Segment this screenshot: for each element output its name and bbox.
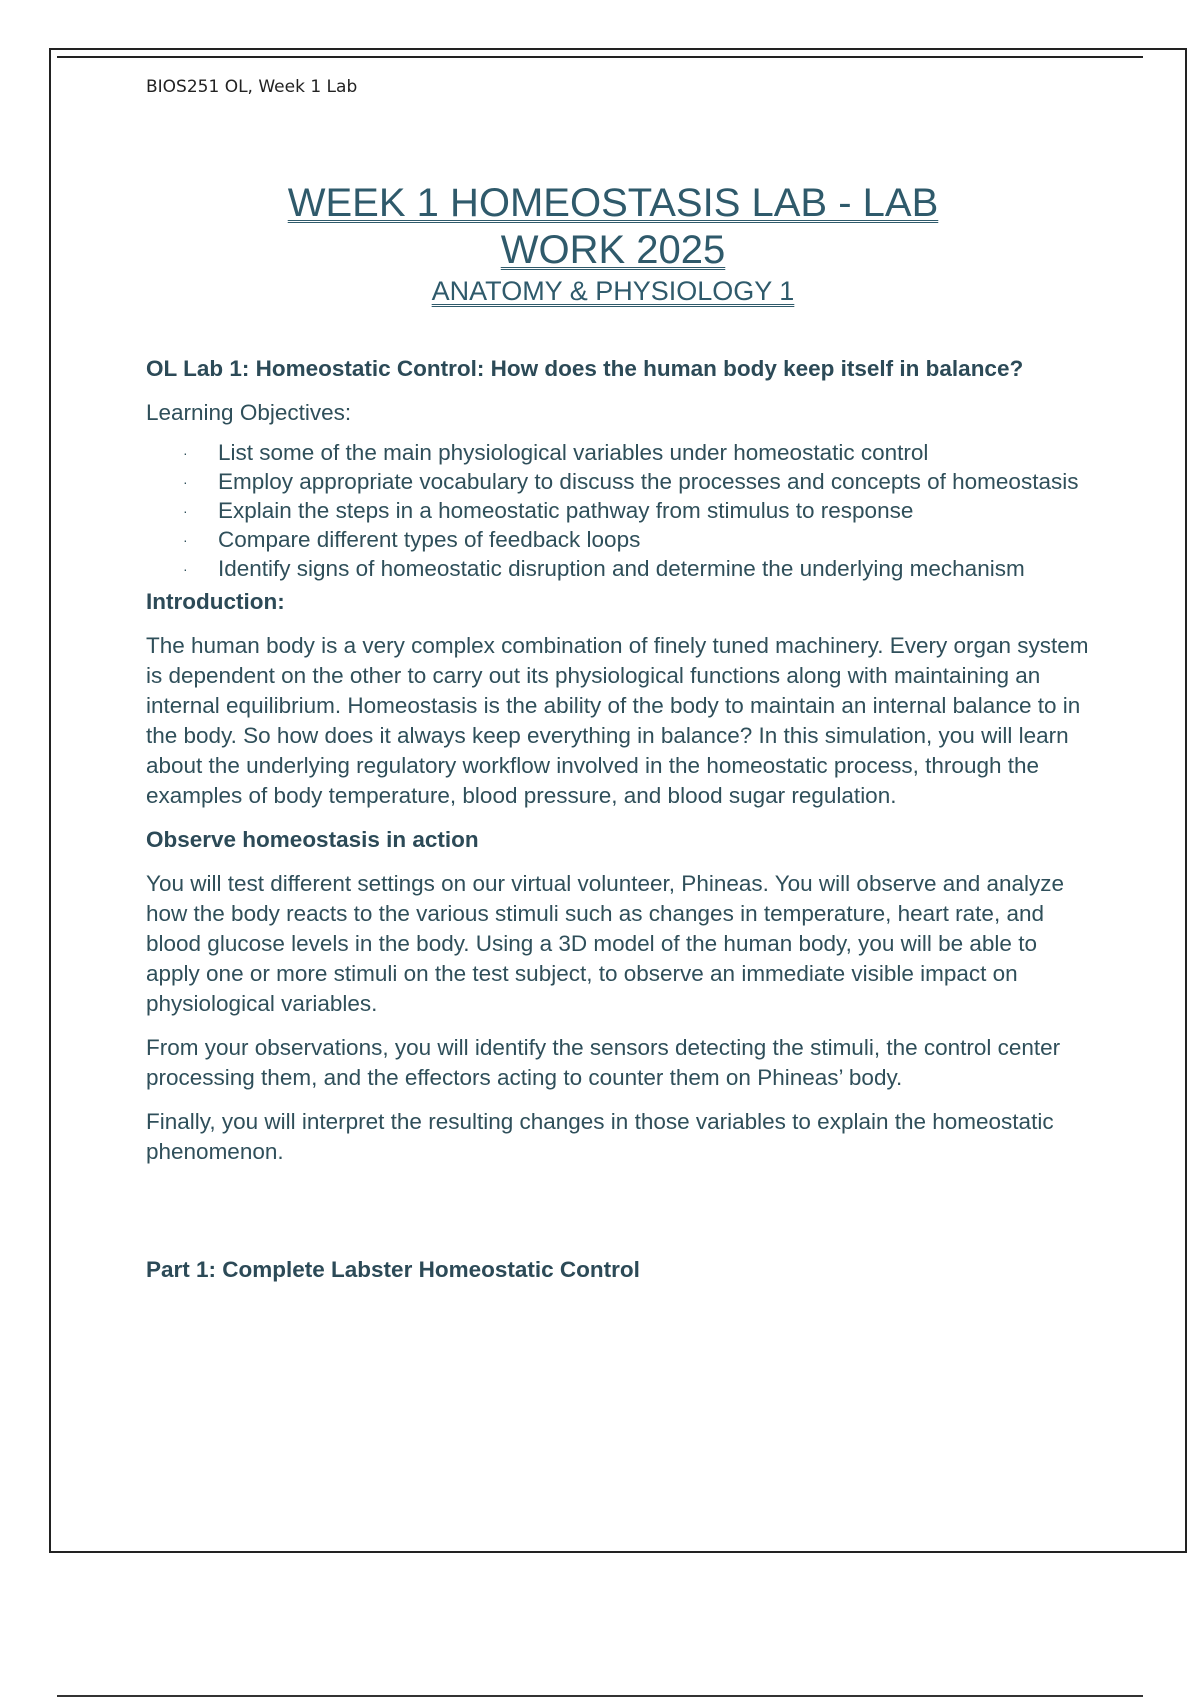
introduction-paragraph: The human body is a very complex combination of finely tuned machinery. Every organ system is dependent on the other to carry out its physiological functions along with maintaining an internal equilibrium. Homeostasis is the ability of the body to maintain an internal balance to in the body. So how does it always keep everything in balance? In this simulation, you will learn about the underlying regulatory workflow involved in the homeostatic process, through the examples of body temperature, blood pressure, and blood sugar regulation. xyxy=(146,633,1089,808)
objective-item: · Explain the steps in a homeostatic pathway from stimulus to response xyxy=(183,498,914,523)
objectives-label: Learning Objectives: xyxy=(146,400,352,425)
bullet-icon: · xyxy=(183,532,188,548)
course-header: BIOS251 OL, Week 1 Lab xyxy=(146,77,358,97)
top-rule xyxy=(57,56,1143,58)
objective-item: · Compare different types of feedback loops xyxy=(183,527,641,552)
title-block xyxy=(146,180,1080,308)
bullet-icon: · xyxy=(183,503,188,519)
objective-item: · Identify signs of homeostatic disruption and determine the underlying mechanism xyxy=(183,556,1025,581)
observe-heading: Observe homeostasis in action xyxy=(146,827,479,852)
title-line-2: WORK 2025 xyxy=(500,228,726,272)
bottom-rule xyxy=(57,1695,1143,1697)
objective-item: · Employ appropriate vocabulary to discuss the processes and concepts of homeostasis xyxy=(183,469,1079,494)
observe-paragraph-1: You will test different settings on our virtual volunteer, Phineas. You will observe and analyze how the body reacts to the various stimuli such as changes in temperature, heart rate, and blood glucose levels in the body. Using a 3D model of the human body, you will be able to apply one or more stimuli on the test subject, to observe an immediate visible impact on physiological variables. xyxy=(146,871,1065,1016)
observe-paragraph-2: From your observations, you will identify the sensors detecting the stimuli, the control center processing them, and the effectors acting to counter them on Phineas’ body. xyxy=(146,1035,1061,1090)
document-body xyxy=(146,354,1096,1285)
bullet-icon: · xyxy=(183,445,188,461)
objective-item: · List some of the main physiological variables under homeostatic control xyxy=(183,440,929,465)
title-line-1: WEEK 1 HOMEOSTASIS LAB - LAB xyxy=(287,181,939,225)
lab-heading: OL Lab 1: Homeostatic Control: How does the human body keep itself in balance? xyxy=(146,356,1024,381)
part1-heading: Part 1: Complete Labster Homeostatic Control xyxy=(146,1257,640,1282)
introduction-heading: Introduction: xyxy=(146,589,285,614)
objectives-list xyxy=(146,442,1096,580)
subtitle: ANATOMY & PHYSIOLOGY 1 xyxy=(431,276,795,306)
bullet-icon: · xyxy=(183,561,188,577)
bullet-icon: · xyxy=(183,474,188,490)
observe-paragraph-3: Finally, you will interpret the resulting changes in those variables to explain the homeostatic phenomenon. xyxy=(146,1109,1054,1164)
